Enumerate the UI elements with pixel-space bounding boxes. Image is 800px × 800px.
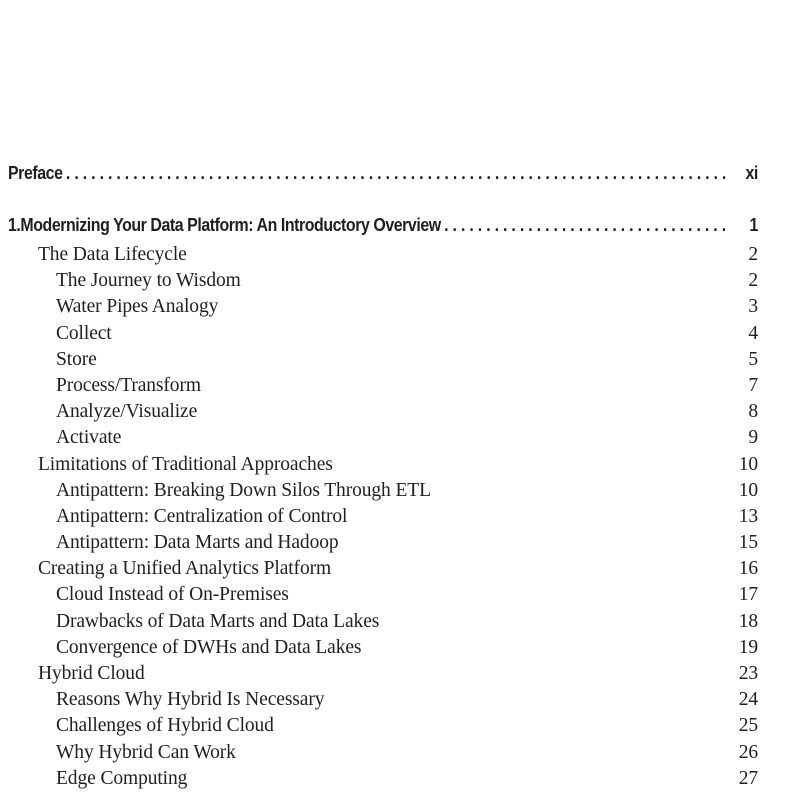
toc-subsection-entry[interactable] [8, 480, 758, 506]
entry-page-number: 18 [738, 610, 758, 632]
entry-page-number: 10 [738, 479, 758, 501]
toc-section-entry[interactable] [8, 663, 758, 689]
chapter-title: Modernizing Your Data Platform: An Introductory Overview [20, 214, 441, 235]
toc-subsection-entry[interactable] [8, 296, 758, 322]
entry-page-number: 7 [748, 374, 758, 396]
dot-leader [444, 214, 725, 236]
entry-page-number: 24 [738, 689, 758, 711]
toc-subsection-entry[interactable] [8, 611, 758, 637]
entry-page-number: 15 [738, 532, 758, 554]
toc-subsection-entry[interactable] [8, 768, 758, 794]
table-of-contents [8, 160, 758, 794]
toc-subsection-entry[interactable] [8, 637, 758, 663]
entry-page-number: 2 [748, 270, 758, 292]
entry-title: Water Pipes Analogy [56, 296, 219, 318]
toc-section-entry[interactable] [8, 454, 758, 480]
toc-subsection-entry[interactable] [8, 689, 758, 715]
entry-title: The Journey to Wisdom [56, 270, 241, 292]
entry-title: Analyze/Visualize [56, 401, 198, 423]
entry-title: Why Hybrid Can Work [56, 741, 236, 763]
entry-page-number: 27 [738, 767, 758, 789]
entry-page-number: 19 [738, 636, 758, 658]
entry-title: Antipattern: Data Marts and Hadoop [56, 532, 339, 554]
toc-subsection-entry[interactable] [8, 323, 758, 349]
entry-page-number: 13 [738, 505, 758, 527]
entry-title: The Data Lifecycle [38, 244, 187, 265]
entry-title: Cloud Instead of On-Premises [56, 584, 289, 606]
entry-page-number: 10 [738, 453, 758, 475]
toc-subsection-entry[interactable] [8, 270, 758, 296]
chapter-number: 1. [8, 214, 21, 235]
entry-title: Creating a Unified Analytics Platform [38, 558, 332, 580]
entry-title: Convergence of DWHs and Data Lakes [56, 636, 362, 658]
toc-preface-entry[interactable] [8, 162, 758, 192]
toc-chapter-entry[interactable] [8, 214, 758, 244]
entry-title: Reasons Why Hybrid Is Necessary [56, 689, 325, 711]
entry-title: Challenges of Hybrid Cloud [56, 715, 274, 737]
entry-page-number: 3 [748, 296, 758, 318]
entry-title: Activate [56, 427, 122, 449]
toc-subsection-entry[interactable] [8, 532, 758, 558]
toc-subsection-entry[interactable] [8, 506, 758, 532]
toc-subsection-entry[interactable] [8, 715, 758, 741]
entry-page-number: 2 [748, 244, 758, 265]
entry-page-number: 8 [748, 401, 758, 423]
toc-subsection-entry[interactable] [8, 742, 758, 768]
entry-page-number: 17 [738, 584, 758, 606]
entry-title: Antipattern: Breaking Down Silos Through ETL [56, 479, 431, 501]
entry-page-number: 16 [738, 558, 758, 580]
toc-subsection-entry[interactable] [8, 427, 758, 453]
entry-page-number: 25 [738, 715, 758, 737]
toc-subsection-entry[interactable] [8, 349, 758, 375]
toc-section-entry[interactable] [8, 558, 758, 584]
preface-title: Preface [8, 162, 63, 183]
toc-section-entry[interactable] [8, 244, 758, 270]
toc-subsection-entry[interactable] [8, 375, 758, 401]
entry-title: Antipattern: Centralization of Control [56, 505, 348, 527]
entry-title: Collect [56, 322, 112, 344]
toc-subsection-entry[interactable] [8, 584, 758, 610]
entry-page-number: 9 [748, 427, 758, 449]
entry-title: Process/Transform [56, 374, 201, 396]
entry-page-number: 4 [748, 322, 758, 344]
entry-page-number: 5 [748, 348, 758, 370]
entry-page-number: 26 [738, 741, 758, 763]
chapter-page-number: 1 [749, 214, 758, 235]
preface-page-number: xi [745, 162, 758, 183]
toc-subsection-entry[interactable] [8, 401, 758, 427]
entry-title: Store [56, 348, 97, 370]
dot-leader [66, 162, 725, 184]
entry-title: Drawbacks of Data Marts and Data Lakes [56, 610, 380, 632]
entry-title: Limitations of Traditional Approaches [38, 453, 333, 475]
entry-title: Hybrid Cloud [38, 663, 145, 684]
entry-title: Edge Computing [56, 767, 188, 789]
entry-page-number: 23 [738, 663, 758, 684]
